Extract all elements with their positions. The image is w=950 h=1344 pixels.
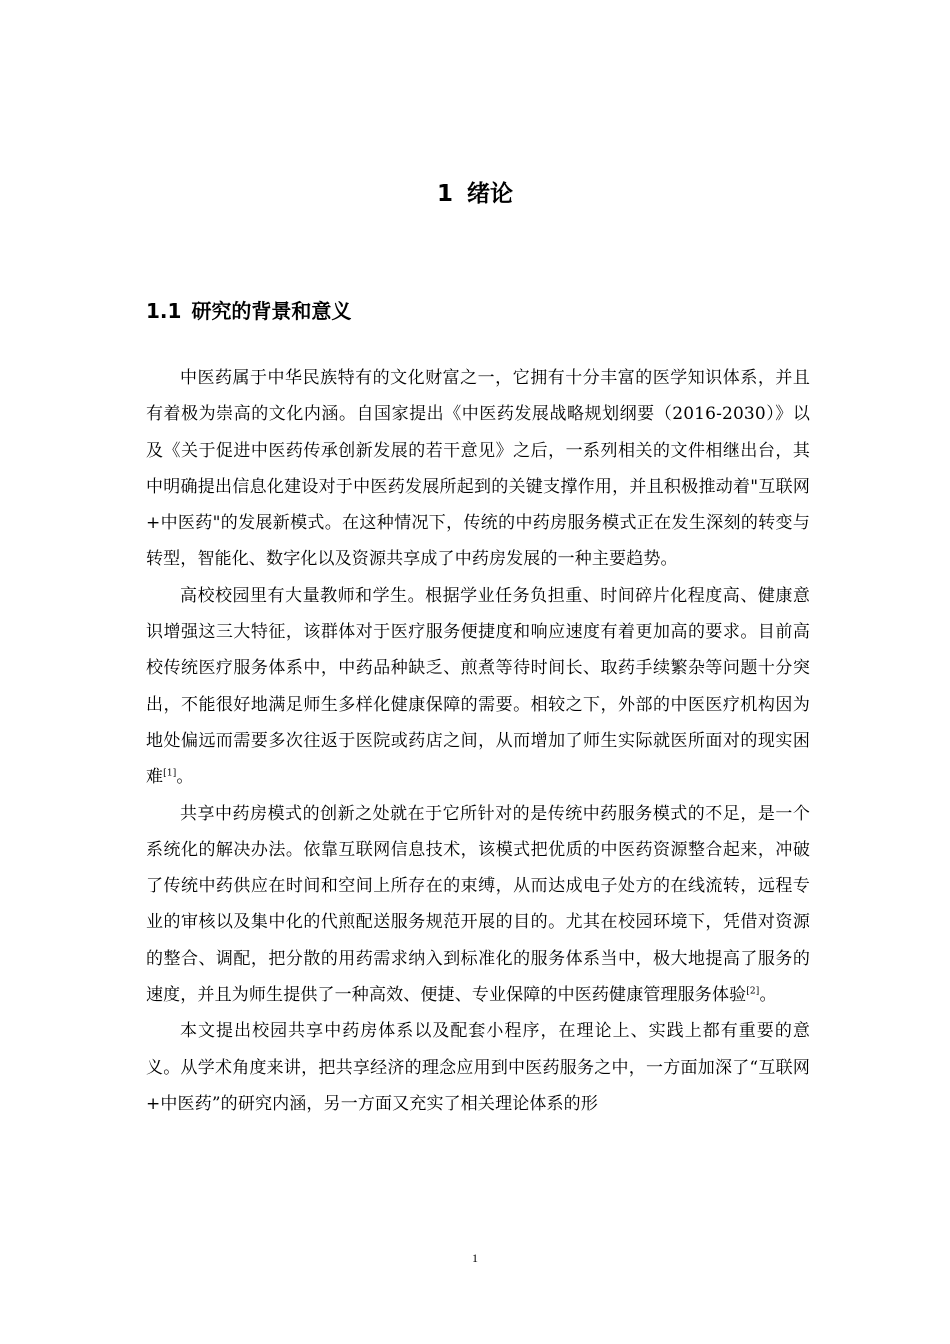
chapter-title-text: 绪论: [467, 181, 513, 207]
paragraph-3-tail: 。: [759, 985, 777, 1006]
paragraph-2-text: 高校校园里有大量教师和学生。根据学业任务负担重、时间碎片化程度高、健康意识增强这三大特征，该群体对于医疗服务便捷度和响应速度有着更加高的要求。目前高校传统医疗服务体系中，中药品种缺乏、煎煮等待时间长、取药手续繁杂等问题十分突出，不能很好地满足师生多样化健康保障的需要。相较之下，外部的中医医疗机构因为地处偏远而需要多次往返于医院或药店之间，从而增加了师生实际就医所面对的现实困难: [146, 585, 810, 788]
paragraph-3: [146, 796, 810, 1014]
chapter-title: [0, 178, 950, 210]
section-title: [146, 296, 351, 326]
paragraph-4-text: 本文提出校园共享中药房体系以及配套小程序，在理论上、实践上都有重要的意义。从学术角度来讲，把共享经济的理念应用到中医药服务之中，一方面加深了“互联网+中医药”的研究内涵，另一方面又充实了相关理论体系的形: [146, 1021, 810, 1114]
page-number: 1: [472, 1251, 478, 1265]
paragraph-1: [146, 360, 810, 578]
body-text: [146, 360, 810, 1122]
citation-2: [2]: [746, 986, 760, 997]
paragraph-3-text: 共享中药房模式的创新之处就在于它所针对的是传统中药服务模式的不足，是一个系统化的解决办法。依靠互联网信息技术，该模式把优质的中医药资源整合起来，冲破了传统中药供应在时间和空间上所存在的束缚，从而达成电子处方的在线流转，远程专业的审核以及集中化的代煎配送服务规范开展的目的。尤其在校园环境下，凭借对资源的整合、调配，把分散的用药需求纳入到标准化的服务体系当中，极大地提高了服务的速度，并且为师生提供了一种高效、便捷、专业保障的中医药健康管理服务体验: [146, 803, 810, 1006]
chapter-number: 1: [436, 181, 453, 207]
paragraph-2: [146, 578, 810, 796]
section-title-text: 研究的背景和意义: [191, 299, 352, 323]
citation-1: [1]: [163, 768, 177, 779]
paragraph-4: [146, 1013, 810, 1122]
section-number: 1.1: [146, 299, 182, 323]
paragraph-2-tail: 。: [176, 767, 194, 788]
paragraph-1-text: 中医药属于中华民族特有的文化财富之一，它拥有十分丰富的医学知识体系，并且有着极为崇高的文化内涵。自国家提出《中医药发展战略规划纲要（2016-2030）》以及《关于促进中医药传承创新发展的若干意见》之后，一系列相关的文件相继出台，其中明确提出信息化建设对于中医药发展所起到的关键支撑作用，并且积极推动着"互联网+中医药"的发展新模式。在这种情况下，传统的中药房服务模式正在发生深刻的转变与转型，智能化、数字化以及资源共享成了中药房发展的一种主要趋势。: [146, 368, 810, 570]
